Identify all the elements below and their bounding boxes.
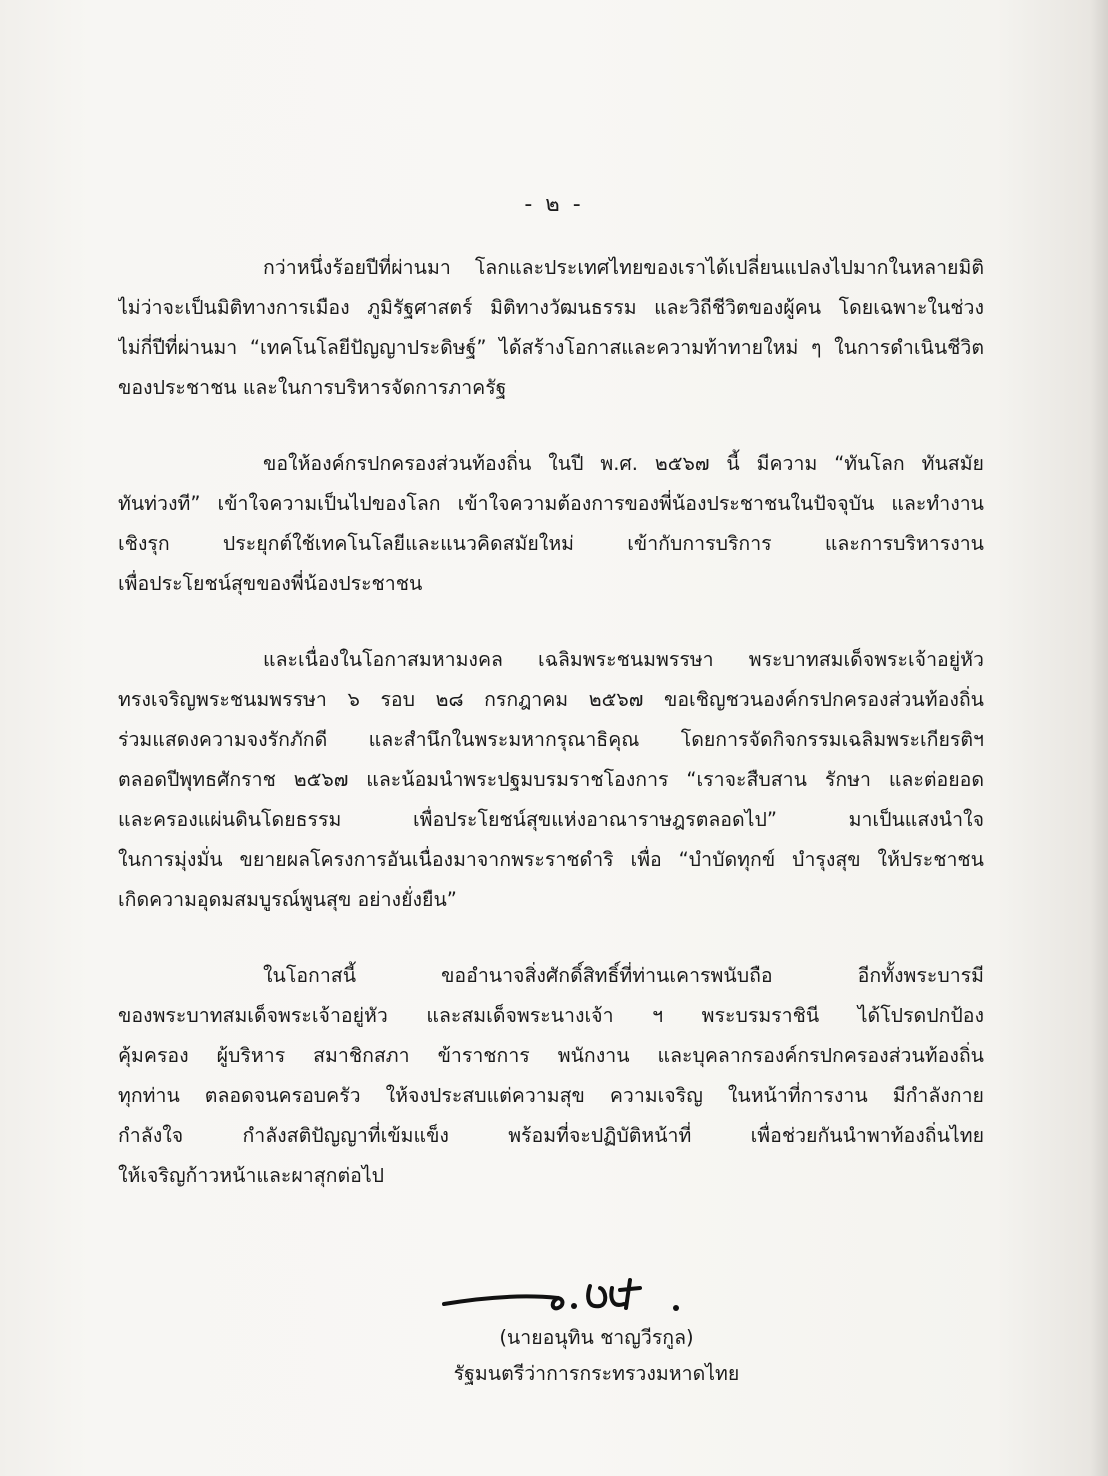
text-line: ทันท่วงที” เข้าใจความเป็นไปของโลก เข้าใจความต้องการของพี่น้องประชาชนในปัจจุบัน และทำงาน	[118, 492, 984, 515]
paragraph-3	[118, 640, 984, 920]
signer-name: (นายอนุทิน ชาญวีรกูล)	[499, 1326, 694, 1349]
text-line: ทุกท่าน ตลอดจนครอบครัว ให้จงประสบแต่ความสุข ความเจริญ ในหน้าที่การงาน มีกำลังกาย	[118, 1084, 984, 1107]
text-line: ให้เจริญก้าวหน้าและผาสุกต่อไป	[118, 1164, 385, 1187]
paragraph-2	[118, 444, 984, 604]
text-line: กำลังใจ กำลังสติปัญญาที่เข้มแข็ง พร้อมที่จะปฏิบัติหน้าที่ เพื่อช่วยกันนำพาท้องถิ่นไทย	[118, 1124, 984, 1147]
text-line: ในการมุ่งมั่น ขยายผลโครงการอันเนื่องมาจากพระราชดำริ เพื่อ “บำบัดทุกข์ บำรุงสุข ให้ประชาชน	[118, 848, 984, 871]
text-line: ของพระบาทสมเด็จพระเจ้าอยู่หัว และสมเด็จพระนางเจ้า ฯ พระบรมราชินี ได้โปรดปกป้อง	[118, 1004, 984, 1027]
text-line: เกิดความอุดมสมบูรณ์พูนสุข อย่างยั่งยืน”	[118, 888, 457, 911]
text-line: เพื่อประโยชน์สุขของพี่น้องประชาชน	[118, 572, 423, 595]
text-line: คุ้มครอง ผู้บริหาร สมาชิกสภา ข้าราชการ พนักงาน และบุคลากรองค์กรปกครองส่วนท้องถิ่น	[118, 1044, 984, 1067]
text-line: กว่าหนึ่งร้อยปีที่ผ่านมา โลกและประเทศไทยของเราได้เปลี่ยนแปลงไปมากในหลายมิติ	[263, 256, 984, 279]
text-line: ตลอดปีพุทธศักราช ๒๕๖๗ และน้อมนำพระปฐมบรมราชโองการ “เราจะสืบสาน รักษา และต่อยอด	[118, 768, 984, 791]
text-line: ทรงเจริญพระชนมพรรษา ๖ รอบ ๒๘ กรกฎาคม ๒๕๖๗ ขอเชิญชวนองค์กรปกครองส่วนท้องถิ่น	[118, 688, 984, 711]
paragraph-4	[118, 956, 984, 1196]
text-line: ไม่กี่ปีที่ผ่านมา “เทคโนโลยีปัญญาประดิษฐ์” ได้สร้างโอกาสและความท้าทายใหม่ ๆ ในการดำเนินชีวิต	[118, 336, 984, 359]
text-line: ขอให้องค์กรปกครองส่วนท้องถิ่น ในปี พ.ศ. ๒๕๖๗ นี้ มีความ “ทันโลก ทันสมัย	[263, 452, 984, 475]
text-line: และครองแผ่นดินโดยธรรม เพื่อประโยชน์สุขแห่งอาณาราษฎรตลอดไป” มาเป็นแสงนำใจ	[118, 808, 984, 831]
text-line: และเนื่องในโอกาสมหามงคล เฉลิมพระชนมพรรษา พระบาทสมเด็จพระเจ้าอยู่หัว	[263, 648, 984, 671]
text-line: ในโอกาสนี้ ขออำนาจสิ่งศักดิ์สิทธิ์ที่ท่านเคารพนับถือ อีกทั้งพระบารมี	[263, 964, 984, 987]
page-edge-shadow	[1090, 0, 1108, 1476]
signer-title: รัฐมนตรีว่าการกระทรวงมหาดไทย	[453, 1362, 740, 1385]
letter-body	[118, 248, 984, 1232]
text-line: ร่วมแสดงความจงรักภักดี และสำนึกในพระมหากรุณาธิคุณ โดยการจัดกิจกรรมเฉลิมพระเกียรติฯ	[118, 728, 984, 751]
page-number: - ๒ -	[524, 192, 584, 217]
paragraph-1	[118, 248, 984, 408]
text-line: ไม่ว่าจะเป็นมิติทางการเมือง ภูมิรัฐศาสตร์ มิติทางวัฒนธรรม และวิถีชีวิตของผู้คน โดยเฉพาะในช่วง	[118, 296, 984, 319]
handwritten-signature	[440, 1268, 700, 1328]
text-line: ของประชาชน และในการบริหารจัดการภาครัฐ	[118, 376, 507, 399]
text-line: เชิงรุก ประยุกต์ใช้เทคโนโลยีและแนวคิดสมัยใหม่ เข้ากับการบริการ และการบริหารงาน	[118, 532, 984, 555]
